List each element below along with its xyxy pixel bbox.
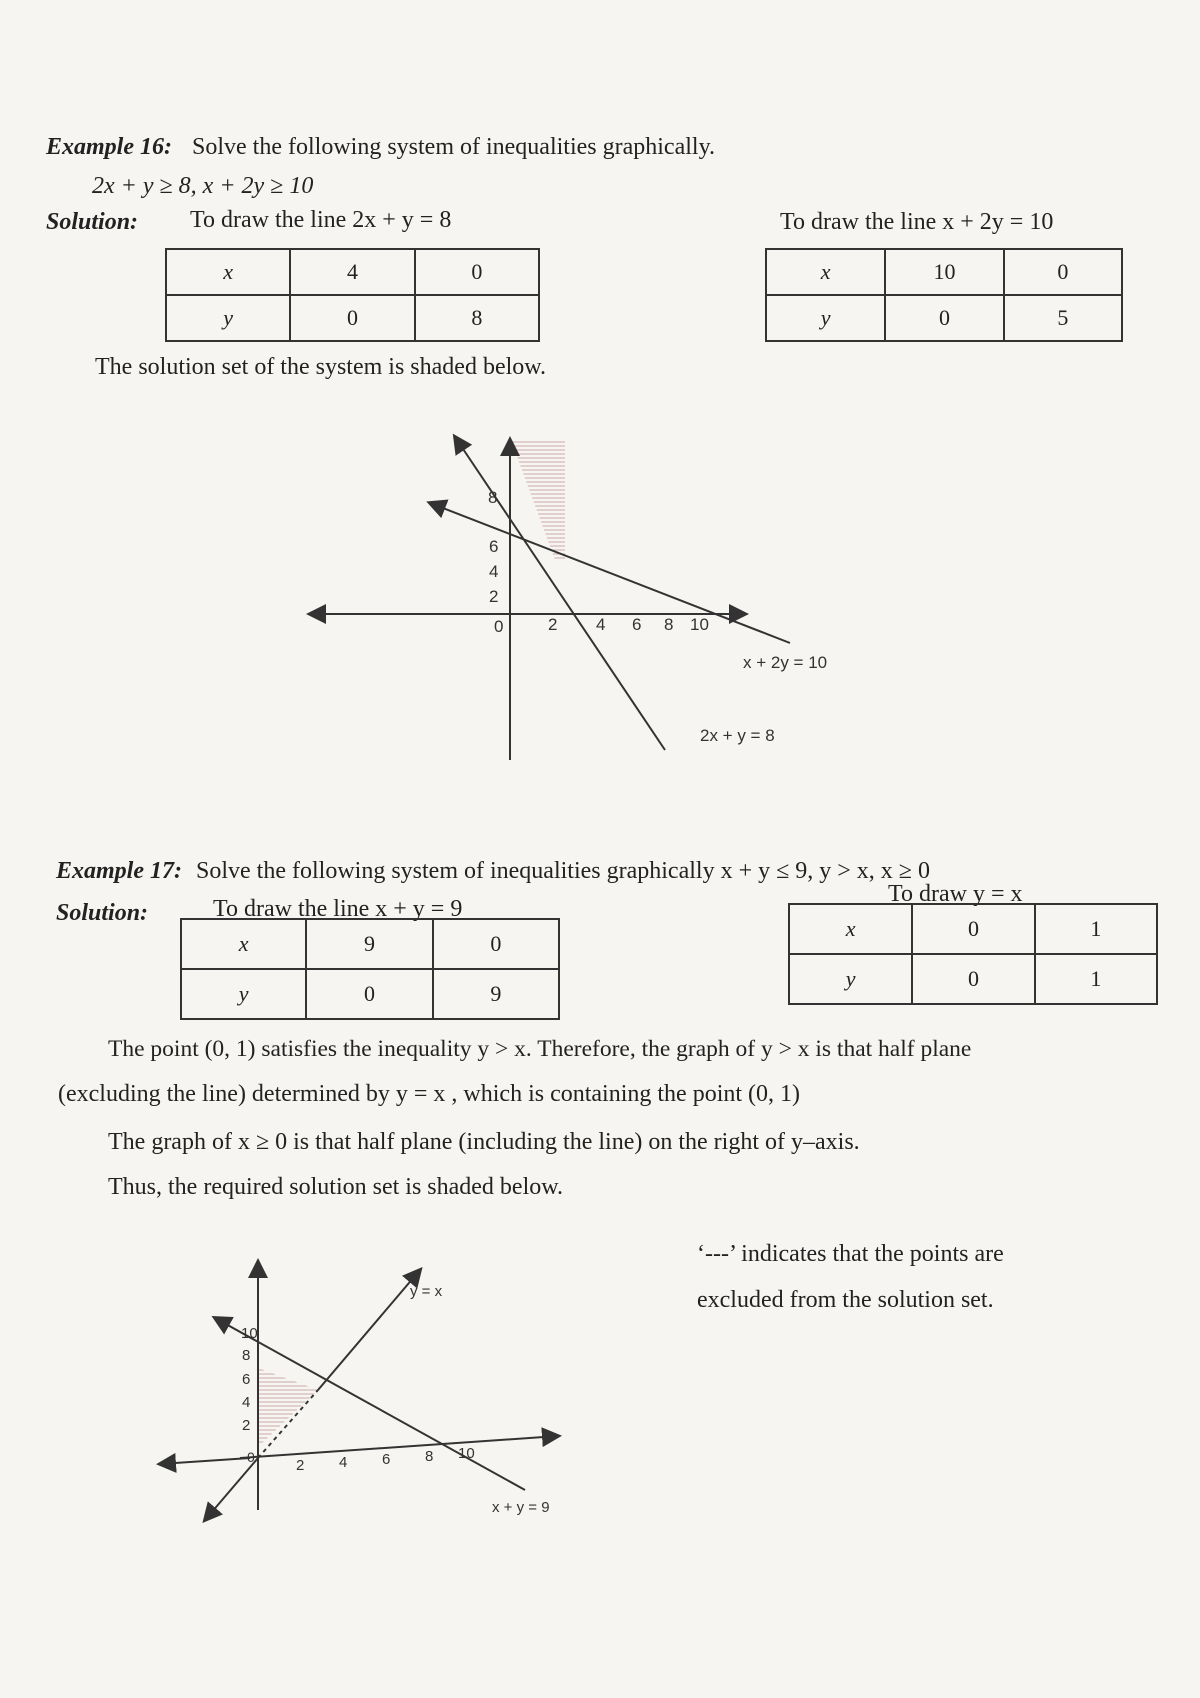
line-label: 2x + y = 8 xyxy=(700,726,775,745)
ex17-note-line1: ‘---’ indicates that the points are xyxy=(697,1241,1004,1267)
table-cell: 0 xyxy=(290,295,414,341)
line-y-equals-x xyxy=(318,1270,420,1390)
x-tick-label: 4 xyxy=(339,1454,348,1471)
ex17-line1-caption: To draw the line x + y = 9 xyxy=(213,896,463,922)
ex17-para3: Thus, the required solution set is shaded below. xyxy=(108,1174,564,1200)
origin-label: 0 xyxy=(247,1449,255,1465)
table-cell: y xyxy=(789,954,912,1004)
table-cell: x xyxy=(181,919,306,969)
y-tick-label: 2 xyxy=(242,1417,251,1434)
ex16-solution-label: Solution: xyxy=(46,209,139,235)
y-tick-label: 4 xyxy=(242,1394,251,1411)
ex17-question: Solve the following system of inequalities graphically x + y ≤ 9, y > x, x ≥ 0 xyxy=(196,858,930,884)
table-cell: 0 xyxy=(912,904,1034,954)
table-cell: 8 xyxy=(415,295,539,341)
table-cell: 0 xyxy=(912,954,1034,1004)
line-label: x + 2y = 10 xyxy=(743,653,828,672)
x-axis-left xyxy=(160,1458,250,1464)
table-cell: y xyxy=(766,295,885,341)
y-tick-label: 6 xyxy=(242,1371,251,1388)
table-cell: x xyxy=(789,904,912,954)
line-label: y = x xyxy=(410,1283,443,1300)
table-cell: x xyxy=(166,249,290,295)
x-tick-label: 8 xyxy=(425,1448,434,1465)
x-tick-label: 2 xyxy=(296,1457,305,1474)
x-tick-label: 4 xyxy=(596,615,606,634)
ex17-line2-caption: To draw y = x xyxy=(888,881,1023,907)
table-cell: 10 xyxy=(885,249,1004,295)
y-tick-label: 8 xyxy=(488,488,498,507)
table-cell: 0 xyxy=(1004,249,1122,295)
ex16-question: Solve the following system of inequalities graphically. xyxy=(192,134,716,160)
table-cell: 0 xyxy=(885,295,1004,341)
table-cell: 0 xyxy=(433,919,559,969)
line-label: x + y = 9 xyxy=(492,1499,550,1516)
ex17-para1a: The point (0, 1) satisfies the inequality y > x. Therefore, the graph of y > x is that half plane xyxy=(108,1036,972,1062)
y-tick-label: 8 xyxy=(242,1347,251,1364)
ex17-title: Example 17: xyxy=(56,858,182,884)
table-cell: 4 xyxy=(290,249,414,295)
table-cell: 9 xyxy=(433,969,559,1019)
x-tick-label: 6 xyxy=(382,1451,391,1468)
table-cell: y xyxy=(166,295,290,341)
table-cell: 5 xyxy=(1004,295,1122,341)
table-cell: 1 xyxy=(1035,954,1157,1004)
x-tick-label: 10 xyxy=(458,1445,475,1462)
y-tick-label: 10 xyxy=(241,1325,258,1342)
table-cell: x xyxy=(766,249,885,295)
table-cell: 1 xyxy=(1035,904,1157,954)
shaded-region xyxy=(258,1368,318,1447)
table-cell: 9 xyxy=(306,919,432,969)
x-tick-label: 10 xyxy=(690,615,709,634)
ex16-line1-caption: To draw the line 2x + y = 8 xyxy=(190,207,452,233)
ex16-inequalities: 2x + y ≥ 8, x + 2y ≥ 10 xyxy=(92,173,314,199)
y-tick-label: 6 xyxy=(489,537,499,556)
table-cell: 0 xyxy=(415,249,539,295)
ex16-shaded-note: The solution set of the system is shaded below. xyxy=(95,354,547,380)
table-cell: y xyxy=(181,969,306,1019)
x-tick-label: 6 xyxy=(632,615,642,634)
ex17-para1b: (excluding the line) determined by y = x , which is containing the point (0, 1) xyxy=(58,1081,801,1107)
x-tick-label: 8 xyxy=(664,615,674,634)
table-cell: 0 xyxy=(306,969,432,1019)
y-tick-label: 0 xyxy=(494,617,504,636)
x-axis xyxy=(240,1436,558,1458)
ex16-title: Example 16: xyxy=(46,134,172,160)
x-tick-label: 2 xyxy=(548,615,558,634)
ex17-note-line2: excluded from the solution set. xyxy=(697,1287,994,1313)
ex17-solution-label: Solution: xyxy=(56,900,149,926)
ex17-para2: The graph of x ≥ 0 is that half plane (including the line) on the right of y–axis. xyxy=(108,1129,860,1155)
y-tick-label: 4 xyxy=(489,562,499,581)
line-y-equals-x-lower xyxy=(205,1458,258,1520)
ex16-line2-caption: To draw the line x + 2y = 10 xyxy=(780,209,1054,235)
y-tick-label: 2 xyxy=(489,587,499,606)
